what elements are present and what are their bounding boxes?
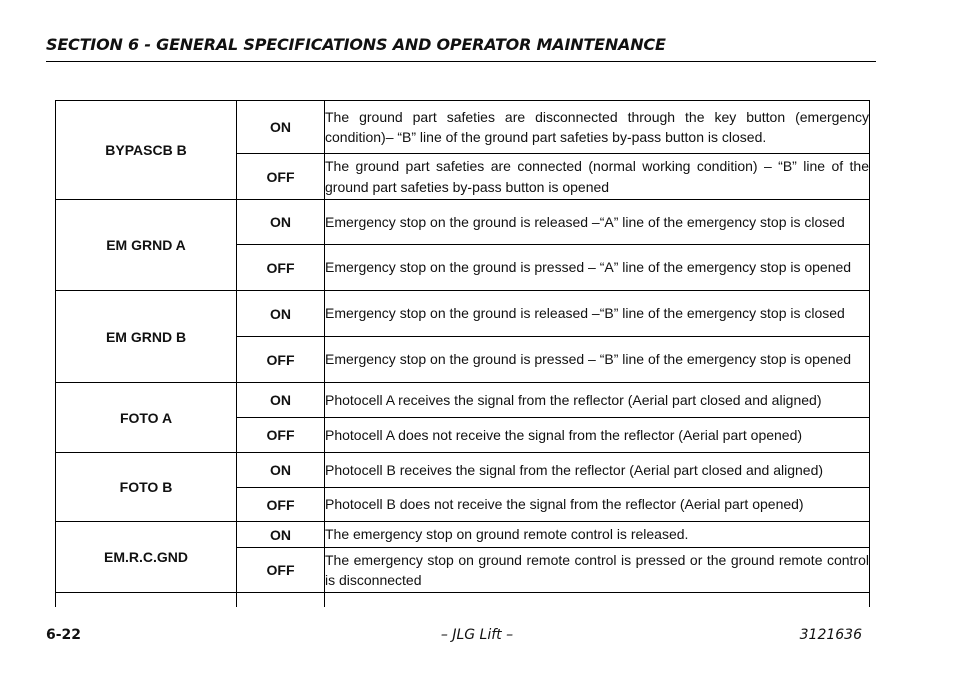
state-label: ON [237,101,325,154]
state-label: OFF [237,488,325,522]
state-description: Photocell A receives the signal from the reflector (Aerial part closed and aligned) [325,383,870,418]
section-title: SECTION 6 - GENERAL SPECIFICATIONS AND OPERATOR MAINTENANCE [46,35,666,54]
state-description: Emergency stop on the ground is released –“A” line of the emergency stop is closed [325,200,870,245]
state-label: ON [237,291,325,337]
state-label: OFF [237,245,325,291]
table-row [56,453,870,488]
table-row-continued [56,593,870,608]
state-label: OFF [237,548,325,593]
table-row [56,291,870,337]
signal-name: BYPASCB B [56,101,237,200]
state-description: Emergency stop on the ground is pressed – “A” line of the emergency stop is opened [325,245,870,291]
footer-brand: – JLG Lift – [440,627,514,643]
table-row [56,200,870,245]
empty-cell [237,593,325,608]
state-description: Emergency stop on the ground is pressed – “B” line of the emergency stop is opened [325,337,870,383]
signal-name: FOTO A [56,383,237,453]
state-label: ON [237,383,325,418]
state-description: The emergency stop on ground remote control is pressed or the ground remote control is disconnected [325,548,870,593]
state-label: ON [237,522,325,548]
signal-name: EM GRND B [56,291,237,383]
switch-state-table [55,100,870,607]
state-label: ON [237,453,325,488]
state-label: OFF [237,418,325,453]
table-row [56,522,870,548]
signal-name: EM GRND A [56,200,237,291]
state-description: Photocell A does not receive the signal from the reflector (Aerial part opened) [325,418,870,453]
state-description: Photocell B receives the signal from the reflector (Aerial part closed and aligned) [325,453,870,488]
state-description: The emergency stop on ground remote control is released. [325,522,870,548]
state-label: OFF [237,337,325,383]
state-label: ON [237,200,325,245]
state-description: The ground part safeties are connected (normal working condition) – “B” line of the ground part safeties by-pass button is opened [325,154,870,200]
signal-name: FOTO B [56,453,237,522]
table-row [56,101,870,154]
header-divider [46,61,876,62]
document-number: 3121636 [799,627,862,643]
state-label: OFF [237,154,325,200]
signal-name: EM.R.C.GND [56,522,237,593]
empty-cell [325,593,870,608]
table-row [56,383,870,418]
state-description: Emergency stop on the ground is released –“B” line of the emergency stop is closed [325,291,870,337]
empty-cell [56,593,237,608]
state-description: The ground part safeties are disconnected through the key button (emergency condition)– “B” line of the ground part safeties by-pass button is closed. [325,101,870,154]
state-description: Photocell B does not receive the signal from the reflector (Aerial part opened) [325,488,870,522]
page-number: 6-22 [46,627,82,643]
